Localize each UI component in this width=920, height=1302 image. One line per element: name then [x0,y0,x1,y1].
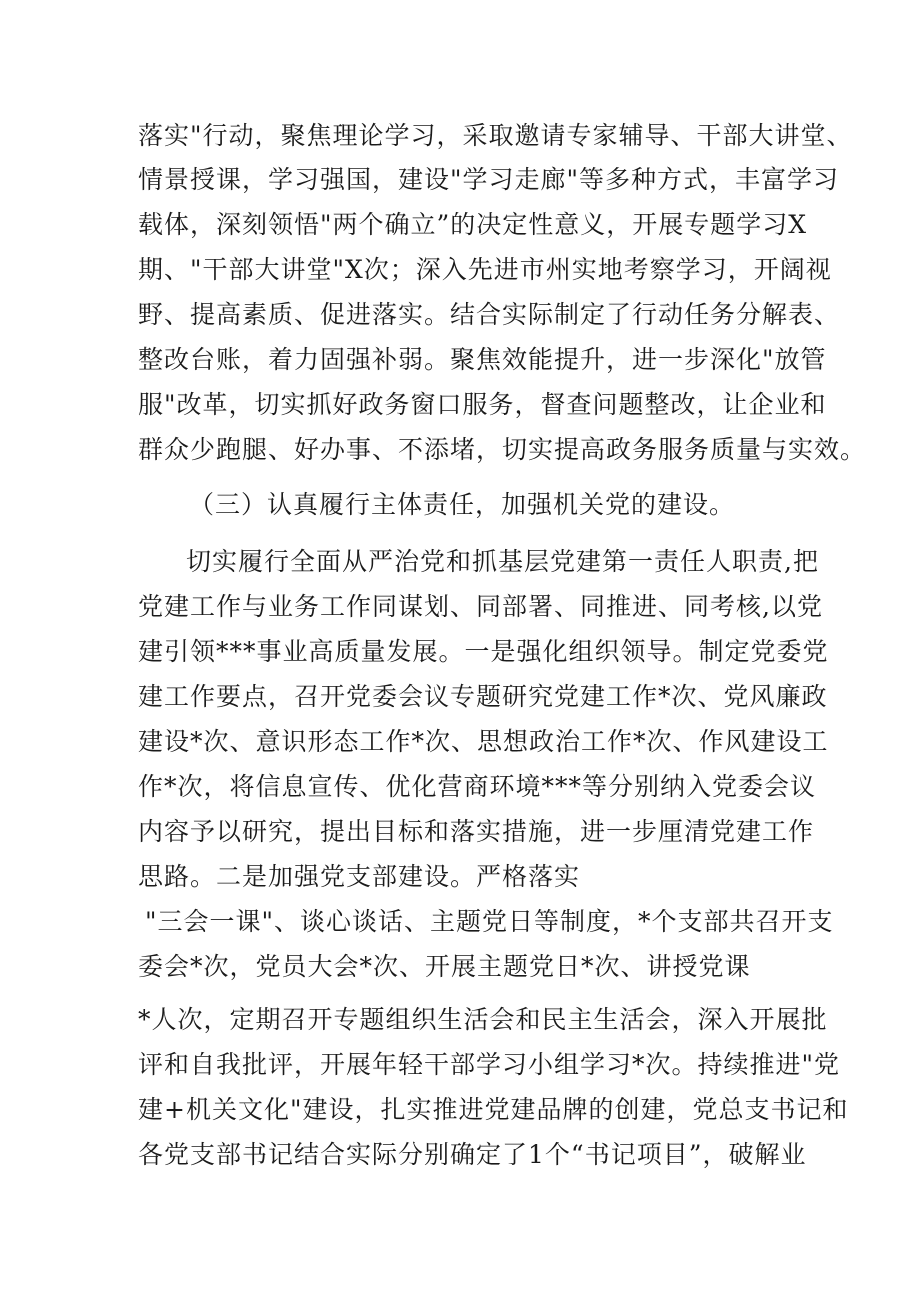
paragraph-2-line-8: 思路。二是加强党支部建设。严格落实 [138,862,581,891]
paragraph-1-line-5: 野、提高素质、促进落实。结合实际制定了行动任务分解表、 [138,300,841,329]
paragraph-2-line-1: 切实履行全面从严治党和抓基层党建第一责任人职责,把 [186,547,819,576]
paragraph-2-line-3: 建引领***事业高质量发展。一是强化组织领导。制定党委党 [138,637,829,666]
paragraph-2-line-7: 内容予以研究，提出目标和落实措施，进一步厘清党建工作 [138,817,815,846]
paragraph-1-line-1: 落实"行动，聚焦理论学习，采取邀请专家辅导、干部大讲堂、 [138,121,853,150]
paragraph-2-line-9: "三会一课"、谈心谈话、主题党日等制度，*个支部共召开支 [145,907,834,936]
paragraph-2-line-11: *人次，定期召开专题组织生活会和民主生活会，深入开展批 [138,1005,828,1034]
paragraph-1-line-4: 期、"干部大讲堂"X次；深入先进市州实地考察学习，开阔视 [138,255,832,284]
paragraph-2-line-5: 建设*次、意识形态工作*次、思想政治工作*次、作风建设工 [138,727,829,756]
paragraph-1-line-7: 服"改革，切实抓好政务窗口服务，督查问题整改，让企业和 [138,390,827,419]
paragraph-2-line-10: 委会*次，党员大会*次、开展主题党日*次、讲授党课 [138,952,751,981]
paragraph-2-line-4: 建工作要点，召开党委会议专题研究党建工作*次、党风廉政 [138,682,828,711]
paragraph-2-line-12: 评和自我批评，开展年轻干部学习小组学习*次。持续推进"党 [138,1050,841,1079]
paragraph-1-line-6: 整改台账，着力固强补弱。聚焦效能提升，进一步深化"放管 [138,345,827,374]
section-heading: （三）认真履行主体责任，加强机关党的建设。 [189,490,736,519]
paragraph-2-line-6: 作*次，将信息宣传、优化营商环境***等分别纳入党委会议 [138,772,817,801]
paragraph-1-line-8: 群众少跑腿、好办事、不添堵，切实提高政务服务质量与实效。 [138,435,867,464]
paragraph-2-line-13: 建+机关文化"建设，扎实推进党建品牌的创建，党总支书记和 [138,1095,849,1124]
paragraph-1-line-3: 载体，深刻领悟"两个确立”的决定性意义，开展专题学习X [138,210,808,239]
paragraph-2-line-14: 各党支部书记结合实际分别确定了1个“书记项目”，破解业 [138,1140,807,1169]
paragraph-2-line-2: 党建工作与业务工作同谋划、同部署、同推进、同考核,以党 [138,592,823,621]
paragraph-1-line-2: 情景授课，学习强国，建设"学习走廊"等多种方式，丰富学习 [138,165,840,194]
